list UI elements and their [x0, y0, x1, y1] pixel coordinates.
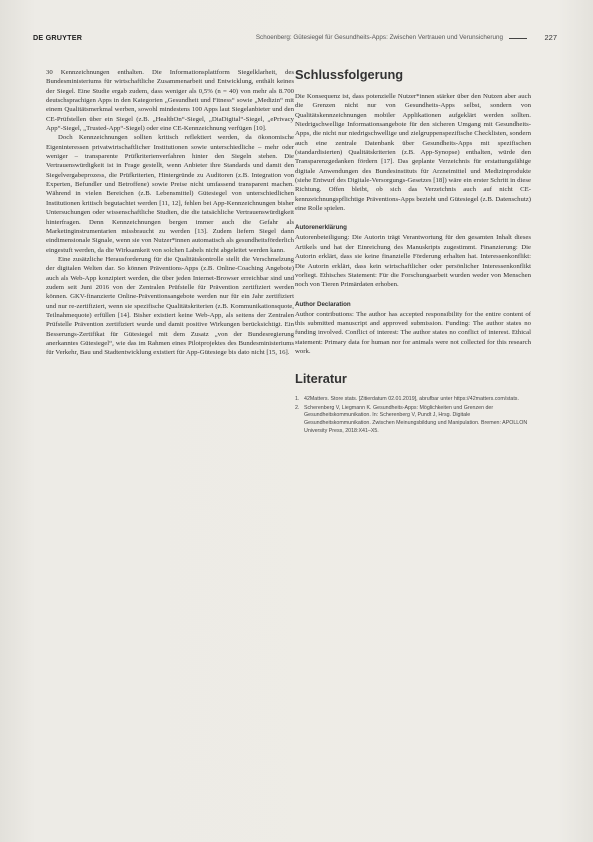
conclusion-text: Die Konsequenz ist, dass potenzielle Nutzer*innen stärker über den Nutzen aber auch die Grenzen nicht nur von Gesundheits-Apps selbst, sondern von Qualitätskennzeichnungen mobiler Applikationen aufgeklärt werden sollten. Niedrigschwellige Informationsangebote für den sicheren Umgang mit Gesundheits-Apps, die nicht nur niedrigschwellige und zielgruppenspezifische Checklisten, sondern auch eine zentrale Datenbank über Gesundheits-Apps mit spezifischen (standardisierten) Qualitätskriterien (z.B. App-Synopse) enthalten, würde den Transparenzgedanken fördern [17]. Das geplante Verzeichnis für erstattungsfähige digitale Anwendungen des Bundesinstituts für Arzneimittel und Medizinprodukte (siehe Entwurf des Digitale-Versorgungs-Gesetzes [18]) wäre ein erster Schritt in diese Richtung. Offen bleibt, ob sich das Verzeichnis auch auf nicht CE-kennzeichnungspflichtige Präventions-Apps bezieht und Gütesiegel (z.B. Datenschutz) eine Rolle spielen.: [295, 93, 531, 213]
reference-list: [295, 396, 531, 435]
header-rule: [509, 38, 527, 39]
page-number: 227: [544, 32, 557, 42]
author-statement-heading: Autorenerklärung: [295, 224, 347, 232]
right-column: [295, 68, 531, 436]
conclusion-heading: Schlussfolgerung: [295, 67, 404, 82]
reference-item: [295, 405, 531, 435]
reference-text: 42Matters. Store stats. [Zitierdatum 02.01.2019], abrufbar unter https://42matters.com/stats.: [304, 396, 519, 403]
running-header: [33, 31, 557, 45]
left-column: [46, 68, 294, 358]
running-title: Schoenberg: Gütesiegel für Gesundheits-Apps: Zwischen Vertrauen und Verunsicherung: [255, 34, 503, 41]
literature-heading: Literatur: [295, 371, 347, 387]
author-declaration-heading: Author Declaration: [295, 300, 351, 308]
body-paragraph: 30 Kennzeichnungen enthalten. Die Informationsplattform Siegelklarheit, des Bundesministeriums für wirtschaftliche Zusammenarbeit und Entwicklung, enthält keines der Siegel. Eine Studie ergab zudem, dass weniger als 0,5% (n = 40) von mehr als 8.700 deutschsprachigen Apps in den Kategorien „Gesundheit und Fitness“ sowie „Medizin“ mit einem Qualitätsmerkmal werben, sowohl mindestens 100 Apps laut Siegelanbieter und den CE-Prüfstellen über ein Siegel (z.B. „HealthOn“-Siegel, „DiaDigital“-Siegel, „ePrivacy App“-Siegel, „Trusted-App“-Siegel) oder eine CE-Kennzeichnung verfügen [10].: [46, 69, 294, 133]
reference-item: [295, 396, 531, 404]
body-paragraph: Doch Kennzeichnungen sollten kritisch reflektiert werden, da ökonomische Eigeninteressen privatwirtschaftlicher Institutionen sowie unterschiedliche – mehr oder weniger – transparente Prüfkriterienverfahren hinter den Siegeln stehen. Die Vertrauenswürdigkeit ist in Frage gestellt, wenn Anbieter ihre Standards und damit den Siegelvergabeprozess, die Prüfkriterien, Hintergründe zu Auditoren (z.B. Integration von Experten, Befundler und Betroffene) sowie Preise nicht umfassend transparent machen. Während in vielen Bereichen (z.B. Lebensmittel) Gütesiegel von unterschiedlichen Institutionen kritisch begutachtet werden [11, 12], fehlen bei App-Kennzeichnungen bisher Untersuchungen oder wissenschaftliche Studien, die die tatsächliche Vertrauenswürdigkeit hinterfragen. Denn Kennzeichnungen bergen immer auch die Gefahr als Marketinginstrumentarien missbraucht zu werden [13]. Zudem liefern Siegel dann eindimensionale Signale, wenn sie von Nutzer*innen automatisch als gesundheitsförderlich eingestuft werden, da die Wirksamkeit von solchen Labels nicht abgeleitet werden kann.: [46, 134, 294, 254]
publisher-brand: DE GRUYTER: [33, 33, 83, 42]
author-declaration-text: Author contributions: The author has accepted responsibility for the entire content of this submitted manuscript and approved submission. Funding: The author states no funding involved. Conflict of interest: The author states no conflict of interest. Ethical statement: Primary data for human nor for animals were not collected for this research work.: [295, 310, 531, 355]
reference-text: Scherenberg V, Liegmann K. Gesundheits-Apps: Möglichkeiten und Grenzen der Gesundheitskommunikation. In: Scherenberg V, Pundt J, Hrsg. Digitale Gesundheitskommunikation. Zwischen Meinungsbildung und Manipulation. Bremen: APOLLON University Press, 2018:X41–X5.: [304, 404, 528, 434]
author-statement-text: Autorenbeteiligung: Die Autorin trägt Verantwortung für den gesamten Inhalt dieses Artikels und hat der Einreichung des Manuskripts zugestimmt. Finanzierung: Die Autorin erklärt, dass sie keine finanzielle Förderung erhalten hat. Interessenkonflikt: Die Autorin erklärt, dass kein wirtschaftlicher oder persönlicher Interessenkonflikt vorliegt. Ethisches Statement: Für die Forschungsarbeit wurden weder von Menschen noch von Tieren Primärdaten erhoben.: [295, 234, 531, 289]
body-paragraph: Eine zusätzliche Herausforderung für die Qualitätskontrolle stellt die Verschmelzung der digitalen Welten dar. So können Präventions-Apps (z.B. Online-Coaching Angebote) auch als Web-App konzipiert werden, die über jeden Internet-Browser erreichbar sind und zudem seit Juni 2016 von der Zentralen Prüfstelle für Prävention zertifiziert werden können. GKV-finanzierte Online-Präventionsangebote werden nur für ein Jahr zertifiziert und nur re-zertifiziert, wenn sie spezifische Qualitätskriterien (z.B. Kommunikationsquote, Teilnahmequote) erfüllen [14]. Bisher existiert keine Web-App, als seitens der Zentralen Prüfstelle Prävention zertifiziert wurde und damit positive Wirkungen berücksichtigt. Ein Besserungs-Zertifikat für Gütesiegel mit dem Zusatz „von der Bundesregierung anerkanntes Gütesiegel“, wie das im Rahmen eines Pilotprojektes des Bundesministeriums für Verkehr, Bau und Stadtentwicklung existiert für App-Gütesiege bis dato nicht [15, 16].: [46, 255, 294, 357]
reference-number: 2.: [295, 404, 300, 411]
reference-number: 1.: [295, 396, 300, 403]
